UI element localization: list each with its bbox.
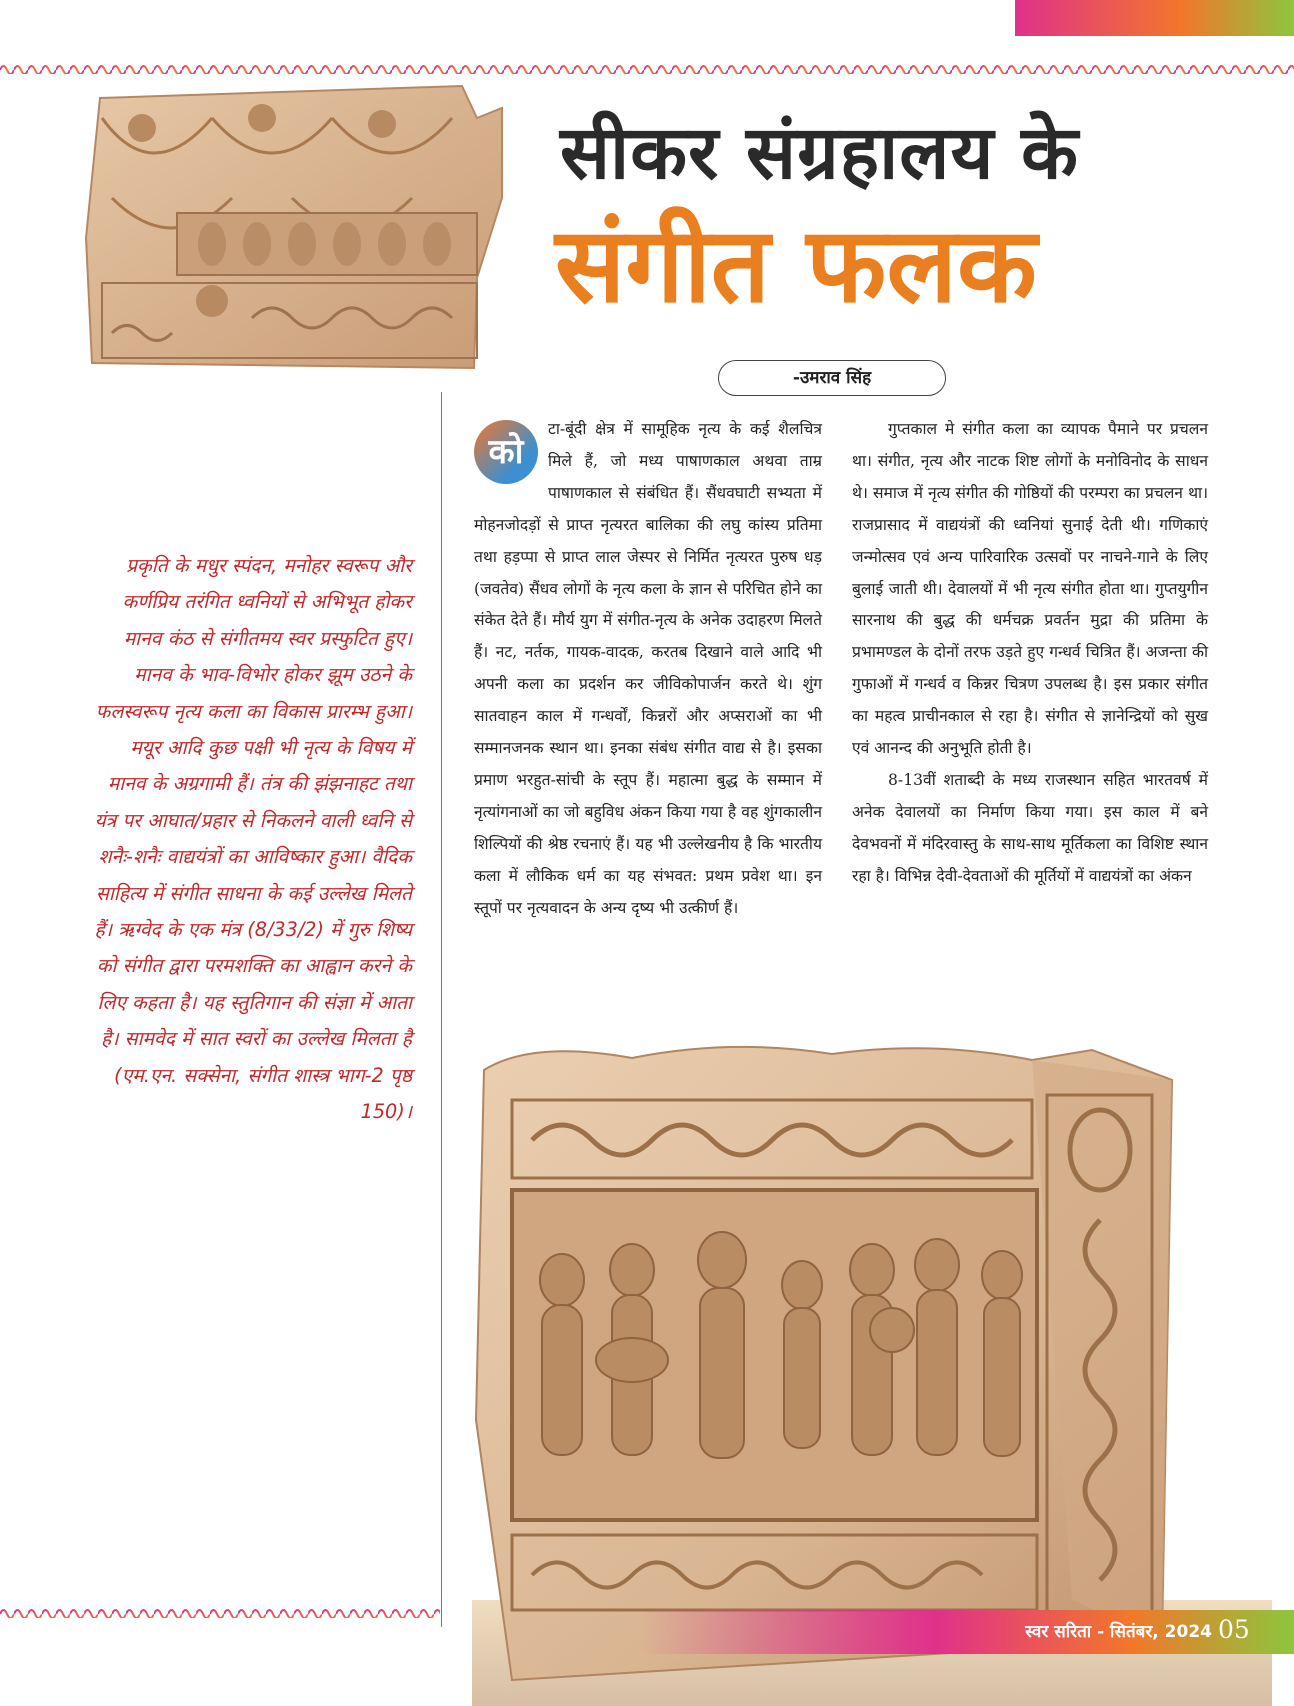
music-panel-relief-icon <box>472 1040 1272 1706</box>
author-byline: -उमराव सिंह <box>718 360 946 396</box>
page-title-line2: संगीत फलक <box>555 204 1037 326</box>
article-column-1 <box>474 414 822 925</box>
article-paragraph: गुप्तकाल मे संगीत कला का व्यापक पैमाने पर प्रचलन था। संगीत, नृत्य और नाटक शिष्ट लोगों के मनोविनोद के साधन थे। समाज में नृत्य संगीत की गोष्ठियों की परम्परा का प्रचलन था। राजप्रासाद में वाद्ययंत्रों की ध्वनियां सुनाई देती थी। गणिकाएं जन्मोत्सव एवं अन्य पारिवारिक उत्सवों पर नाचने-गाने के लिए बुलाई जाती थी। देवालयों में भी नृत्य संगीत होता था। गुप्तयुगीन सारनाथ की बुद्ध की धर्मचक्र प्रवर्तन मुद्रा की प्रतिमा के प्रभामण्डल के दोनों तरफ उड़ते हुए गन्धर्व चित्रित हैं। अजन्ता की गुफाओं में गन्धर्व व किन्नर चित्रण उपलब्ध है। इस प्रकार संगीत का महत्व प्राचीनकाल से रहा है। संगीत से ज्ञानेन्द्रियों को सुख एवं आनन्द की अनुभूति होती है। <box>852 420 1208 758</box>
page-title-line1: सीकर संग्रहालय के <box>560 110 1079 196</box>
article-paragraph: 8-13वीं शताब्दी के मध्य राजस्थान सहित भारतवर्ष में अनेक देवालयों का निर्माण किया गया। इस काल में बने देवभवनों में मंदिरवास्तु के साथ-साथ मूर्तिकला का विशिष्ट स्थान रहा है। विभिन्न देवी-देवताओं की मूर्तियों में वाद्ययंत्रों का अंकन <box>852 770 1208 885</box>
footer-magazine-name: स्वर सरिता - सितंबर, 2024 <box>1025 1622 1212 1642</box>
page-number: 05 <box>1218 1615 1250 1644</box>
carved-stone-relief-icon <box>82 78 512 388</box>
article-paragraph: टा-बूंदी क्षेत्र में सामूहिक नृत्य के कई शैलचित्र मिले हैं, जो मध्य पाषाणकाल अथवा ताम्र पाषाणकाल से संबंधित हैं। सैंधवघाटी सभ्यता में मोहनजोदड़ों से प्राप्त नृत्यरत बालिका की लघु कांस्य प्रतिमा तथा हड़प्पा से प्राप्त लाल जेस्पर से निर्मित नृत्यरत पुरुष धड़ (जवतेव) सैंधव लोगों के नृत्य कला के ज्ञान से परिचित होने का संकेत देते हैं। मौर्य युग में संगीत-नृत्य के अनेक उदाहरण मिलते हैं। नट, नर्तक, गायक-वादक, करतब दिखाने वाले आदि भी अपनी कला का प्रदर्शन कर जीविकोपार्जन करते थे। शुंग सातवाहन काल में गन्धर्वों, किन्नरों और अप्सराओं का भी सम्मानजनक स्थान था। इनका संबंध संगीत वाद्य से है। इसका प्रमाण भरहुत-सांची के स्तूप हैं। महात्मा बुद्ध के सम्मान में नृत्यांगनाओं का जो बहुविध अंकन किया गया है वह शुंगकालीन शिल्पियों की श्रेष्ठ रचनाएं हैं। यह भी उल्लेखनीय है कि भारतीय कला में लौकिक धर्म का यह संभवत: प्रथम प्रवेश था। इन स्तूपों पर नृत्यवादन के अन्य दृष्य भी उत्कीर्ण हैं। <box>474 420 822 917</box>
top-color-bar <box>1015 0 1294 36</box>
article-column-2 <box>852 414 1208 893</box>
decorative-border-bottom <box>0 1604 440 1618</box>
pull-quote: प्रकृति के मधुर स्पंदन, मनोहर स्वरूप और कर्णप्रिय तरंगित ध्वनियों से अभिभूत होकर मानव कंठ से संगीतमय स्वर प्रस्फुटित हुए। मानव के भाव-विभोर होकर झूम उठने के फलस्वरूप नृत्य कला का विकास प्रारम्भ हुआ। मयूर आदि कुछ पक्षी भी नृत्य के विषय में मानव के अग्रगामी हैं। तंत्र की झंझनाहट तथा यंत्र पर आघात/प्रहार से निकलने वाली ध्वनि से शनैः-शनैः वाद्ययंत्रों का आविष्कार हुआ। वैदिक साहित्य में संगीत साधना के कई उल्लेख मिलते हैं। ऋग्वेद के एक मंत्र (8/33/2) में गुरु शिष्य को संगीत द्वारा परमशक्ति का आह्वान करने के लिए कहता है। यह स्तुतिगान की संज्ञा में आता है। सामवेद में सात स्वरों का उल्लेख मिलता है (एम.एन. सक्सेना, संगीत शास्त्र भाग-2 पृष्ठ 150)। <box>94 554 412 1124</box>
decorative-border-top <box>0 60 1294 74</box>
drop-cap: को <box>474 420 538 484</box>
column-divider <box>441 392 442 1627</box>
